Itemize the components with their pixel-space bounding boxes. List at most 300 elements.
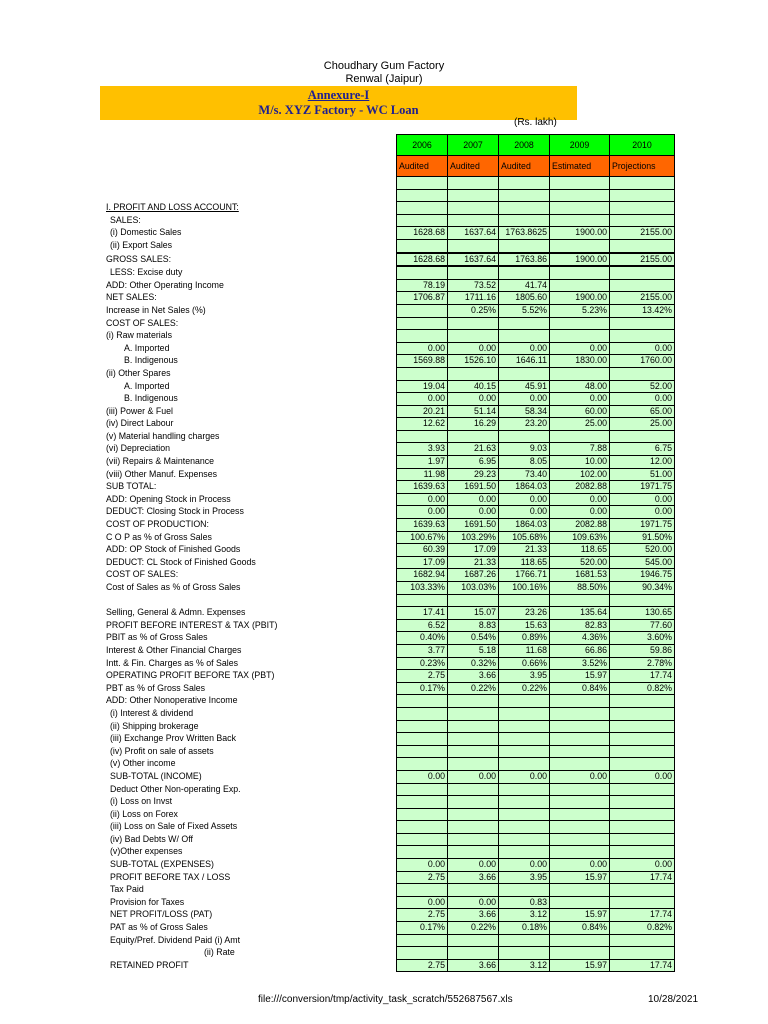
value-cell: 58.34 — [499, 405, 550, 418]
value-cell — [550, 745, 610, 758]
value-cell — [448, 821, 499, 834]
value-cell: 0.00 — [610, 393, 675, 406]
row-label: (vii) Repairs & Maintenance — [106, 456, 215, 467]
value-cell — [397, 177, 448, 190]
value-cell: 51.14 — [448, 405, 499, 418]
year-header: 2008 — [499, 135, 550, 156]
value-cell — [397, 884, 448, 897]
value-cell — [610, 430, 675, 443]
value-cell: 0.00 — [550, 506, 610, 519]
value-cell: 3.95 — [499, 871, 550, 884]
value-cell: 0.00 — [397, 859, 448, 872]
value-cell: 17.41 — [397, 607, 448, 620]
value-cell: 25.00 — [550, 418, 610, 431]
table-row — [104, 947, 675, 960]
value-cell: 3.66 — [448, 959, 499, 972]
value-cell: 1691.50 — [448, 519, 499, 532]
value-cell: 0.00 — [499, 770, 550, 783]
value-cell: 0.00 — [448, 493, 499, 506]
table-row — [104, 506, 675, 519]
value-cell — [550, 821, 610, 834]
value-cell — [610, 202, 675, 215]
table-row — [104, 266, 675, 279]
value-cell: 2155.00 — [610, 253, 675, 267]
value-cell: 0.22% — [448, 682, 499, 695]
value-cell: 0.00 — [550, 859, 610, 872]
value-cell — [499, 177, 550, 190]
value-cell — [610, 266, 675, 279]
row-label: (vi) Depreciation — [106, 443, 171, 454]
value-cell — [550, 947, 610, 960]
print-date: 10/28/2021 — [648, 994, 699, 1005]
value-cell: 0.84% — [550, 922, 610, 935]
value-cell: 0.00 — [550, 342, 610, 355]
value-cell — [397, 304, 448, 317]
table-row — [104, 657, 675, 670]
value-cell: 1637.64 — [448, 253, 499, 267]
value-cell — [397, 833, 448, 846]
value-cell: 7.88 — [550, 443, 610, 456]
value-cell: 1900.00 — [550, 227, 610, 240]
value-cell — [610, 239, 675, 252]
value-cell — [550, 720, 610, 733]
value-cell: 0.00 — [448, 342, 499, 355]
value-cell: 23.26 — [499, 607, 550, 620]
value-cell: 1637.64 — [448, 227, 499, 240]
value-cell: 1763.86 — [499, 253, 550, 267]
value-cell — [448, 758, 499, 771]
value-cell: 0.00 — [448, 393, 499, 406]
table-row — [104, 909, 675, 922]
table-row — [104, 227, 675, 240]
file-path: file:///conversion/tmp/activity_task_scratch/552687567.xls — [258, 994, 513, 1005]
value-cell — [397, 239, 448, 252]
status-header: Projections — [610, 156, 675, 177]
value-cell — [448, 720, 499, 733]
value-cell — [499, 720, 550, 733]
row-label: ADD: OP Stock of Finished Goods — [106, 544, 241, 555]
value-cell: 2082.88 — [550, 519, 610, 532]
value-cell — [397, 796, 448, 809]
value-cell: 1706.87 — [397, 292, 448, 305]
value-cell — [499, 317, 550, 330]
value-cell — [610, 846, 675, 859]
value-cell — [448, 214, 499, 227]
value-cell — [397, 594, 448, 607]
row-label: B. Indigenous — [124, 393, 178, 404]
table-row — [104, 342, 675, 355]
table-row — [104, 531, 675, 544]
table-row — [104, 619, 675, 632]
value-cell: 2.75 — [397, 959, 448, 972]
value-cell — [610, 884, 675, 897]
value-cell — [550, 266, 610, 279]
value-cell: 118.65 — [499, 556, 550, 569]
value-cell: 59.86 — [610, 644, 675, 657]
table-row — [104, 355, 675, 368]
value-cell — [610, 733, 675, 746]
table-row — [104, 871, 675, 884]
table-row — [104, 304, 675, 317]
status-header: Estimated — [550, 156, 610, 177]
value-cell — [499, 202, 550, 215]
row-label: GROSS SALES: — [106, 253, 172, 264]
value-cell — [610, 214, 675, 227]
value-cell — [499, 214, 550, 227]
value-cell: 82.83 — [550, 619, 610, 632]
value-cell — [448, 695, 499, 708]
value-cell — [610, 783, 675, 796]
row-label: (iv) Bad Debts W/ Off — [110, 833, 193, 844]
table-row — [104, 239, 675, 252]
year-header: 2010 — [610, 135, 675, 156]
value-cell: 5.23% — [550, 304, 610, 317]
value-cell — [448, 177, 499, 190]
value-cell: 11.98 — [397, 468, 448, 481]
value-cell: 0.00 — [448, 506, 499, 519]
value-cell — [499, 189, 550, 202]
table-row — [104, 317, 675, 330]
value-cell: 3.93 — [397, 443, 448, 456]
value-cell — [550, 214, 610, 227]
value-cell — [397, 783, 448, 796]
value-cell — [499, 884, 550, 897]
value-cell: 1766.71 — [499, 569, 550, 582]
table-row — [104, 859, 675, 872]
value-cell — [550, 796, 610, 809]
value-cell: 3.60% — [610, 632, 675, 645]
value-cell — [499, 733, 550, 746]
value-cell — [550, 695, 610, 708]
row-label: DEDUCT: Closing Stock in Process — [106, 506, 244, 517]
value-cell — [610, 317, 675, 330]
value-cell — [610, 808, 675, 821]
value-cell — [499, 947, 550, 960]
status-header: Audited — [397, 156, 448, 177]
value-cell: 0.89% — [499, 632, 550, 645]
value-cell: 52.00 — [610, 380, 675, 393]
row-label: (iii) Exchange Prov Written Back — [110, 733, 236, 744]
value-cell — [499, 833, 550, 846]
value-cell — [448, 189, 499, 202]
row-label: (iii) Power & Fuel — [106, 405, 173, 416]
value-cell: 1971.75 — [610, 519, 675, 532]
value-cell: 0.17% — [397, 922, 448, 935]
value-cell: 0.00 — [610, 342, 675, 355]
value-cell: 6.75 — [610, 443, 675, 456]
value-cell — [448, 594, 499, 607]
table-row — [104, 481, 675, 494]
row-label: Deduct Other Non-operating Exp. — [110, 783, 241, 794]
value-cell: 1681.53 — [550, 569, 610, 582]
value-cell: 3.77 — [397, 644, 448, 657]
row-label: Selling, General & Admn. Expenses — [106, 607, 246, 618]
value-cell: 0.00 — [397, 506, 448, 519]
value-cell: 1639.63 — [397, 519, 448, 532]
value-cell — [550, 833, 610, 846]
value-cell: 0.00 — [397, 342, 448, 355]
row-label: C O P as % of Gross Sales — [106, 531, 212, 542]
value-cell: 40.15 — [448, 380, 499, 393]
row-label: Intt. & Fin. Charges as % of Sales — [106, 657, 239, 668]
value-cell: 1971.75 — [610, 481, 675, 494]
value-cell — [448, 330, 499, 343]
value-cell: 0.54% — [448, 632, 499, 645]
value-cell: 2155.00 — [610, 292, 675, 305]
table-row — [104, 202, 675, 215]
annexure-title: Annexure-I — [307, 88, 370, 102]
value-cell — [610, 758, 675, 771]
row-label: ADD: Opening Stock in Process — [106, 493, 231, 504]
value-cell — [610, 796, 675, 809]
table-row — [104, 594, 675, 607]
value-cell — [550, 189, 610, 202]
value-cell: 0.23% — [397, 657, 448, 670]
row-label: NET PROFIT/LOSS (PAT) — [110, 909, 213, 920]
value-cell: 520.00 — [550, 556, 610, 569]
value-cell: 0.00 — [499, 493, 550, 506]
value-cell — [610, 189, 675, 202]
table-row — [104, 922, 675, 935]
value-cell — [448, 884, 499, 897]
value-cell: 1711.16 — [448, 292, 499, 305]
row-label: B. Indigenous — [124, 355, 178, 366]
table-row — [104, 745, 675, 758]
value-cell — [550, 808, 610, 821]
value-cell — [550, 783, 610, 796]
value-cell: 0.00 — [448, 859, 499, 872]
value-cell: 520.00 — [610, 544, 675, 557]
value-cell — [550, 758, 610, 771]
value-cell: 3.52% — [550, 657, 610, 670]
value-cell — [448, 430, 499, 443]
value-cell: 1760.00 — [610, 355, 675, 368]
value-cell: 5.52% — [499, 304, 550, 317]
value-cell: 0.00 — [499, 342, 550, 355]
value-cell: 1628.68 — [397, 253, 448, 267]
value-cell: 109.63% — [550, 531, 610, 544]
value-cell — [448, 202, 499, 215]
value-cell — [397, 430, 448, 443]
value-cell — [610, 833, 675, 846]
table-row — [104, 443, 675, 456]
row-label: (i) Domestic Sales — [110, 227, 182, 238]
table-row — [104, 493, 675, 506]
value-cell: 0.22% — [499, 682, 550, 695]
value-cell: 60.39 — [397, 544, 448, 557]
row-label: (iv) Profit on sale of assets — [110, 745, 214, 756]
value-cell — [499, 239, 550, 252]
value-cell: 2.75 — [397, 909, 448, 922]
value-cell — [499, 934, 550, 947]
table-row — [104, 770, 675, 783]
table-row — [104, 884, 675, 897]
value-cell: 12.62 — [397, 418, 448, 431]
value-cell: 2.78% — [610, 657, 675, 670]
row-label: (ii) Rate — [204, 947, 235, 958]
table-row — [104, 808, 675, 821]
row-label: I. PROFIT AND LOSS ACCOUNT: — [106, 202, 239, 213]
row-label: NET SALES: — [106, 292, 157, 303]
row-label: (i) Loss on Invst — [110, 796, 173, 807]
value-cell — [550, 896, 610, 909]
value-cell: 73.40 — [499, 468, 550, 481]
value-cell — [397, 947, 448, 960]
value-cell — [550, 202, 610, 215]
header-spacer — [104, 156, 397, 177]
value-cell: 3.66 — [448, 871, 499, 884]
table-row — [104, 214, 675, 227]
value-cell — [499, 758, 550, 771]
value-cell: 1946.75 — [610, 569, 675, 582]
value-cell — [499, 695, 550, 708]
annexure-banner — [100, 86, 577, 120]
company-name: Choudhary Gum Factory — [323, 60, 445, 72]
value-cell — [397, 189, 448, 202]
value-cell: 0.66% — [499, 657, 550, 670]
value-cell: 3.95 — [499, 670, 550, 683]
table-row — [104, 380, 675, 393]
company-location: Renwal (Jaipur) — [345, 73, 423, 85]
value-cell: 1687.26 — [448, 569, 499, 582]
value-cell — [610, 947, 675, 960]
row-label: ADD: Other Operating Income — [106, 279, 224, 290]
value-cell — [448, 317, 499, 330]
value-cell: 25.00 — [610, 418, 675, 431]
value-cell — [610, 279, 675, 292]
value-cell — [499, 821, 550, 834]
value-cell: 1691.50 — [448, 481, 499, 494]
value-cell: 21.63 — [448, 443, 499, 456]
row-label: (viii) Other Manuf. Expenses — [106, 468, 217, 479]
value-cell: 2.75 — [397, 871, 448, 884]
value-cell — [610, 330, 675, 343]
value-cell: 6.52 — [397, 619, 448, 632]
value-cell — [499, 367, 550, 380]
value-cell — [448, 266, 499, 279]
value-cell: 3.12 — [499, 959, 550, 972]
value-cell: 0.00 — [397, 896, 448, 909]
value-cell: 1864.03 — [499, 481, 550, 494]
value-cell: 545.00 — [610, 556, 675, 569]
value-cell: 0.00 — [610, 506, 675, 519]
value-cell: 29.23 — [448, 468, 499, 481]
value-cell — [610, 745, 675, 758]
value-cell: 1864.03 — [499, 519, 550, 532]
row-label: COST OF PRODUCTION: — [106, 519, 209, 530]
row-label — [104, 177, 397, 190]
value-cell — [550, 330, 610, 343]
value-cell: 9.03 — [499, 443, 550, 456]
value-cell: 100.16% — [499, 582, 550, 595]
table-row — [104, 279, 675, 292]
value-cell: 0.00 — [550, 770, 610, 783]
row-label: SALES: — [110, 214, 141, 225]
table-row — [104, 833, 675, 846]
value-cell — [397, 733, 448, 746]
value-cell — [499, 796, 550, 809]
value-cell: 3.66 — [448, 909, 499, 922]
value-cell — [448, 808, 499, 821]
value-cell: 0.00 — [610, 493, 675, 506]
row-label: Increase in Net Sales (%) — [106, 304, 206, 315]
value-cell: 1646.11 — [499, 355, 550, 368]
value-cell — [550, 430, 610, 443]
value-cell: 17.09 — [448, 544, 499, 557]
value-cell — [610, 594, 675, 607]
row-label: PBIT as % of Gross Sales — [106, 632, 208, 643]
table-row — [104, 934, 675, 947]
value-cell: 15.97 — [550, 871, 610, 884]
table-row — [104, 783, 675, 796]
value-cell — [550, 177, 610, 190]
value-cell: 0.00 — [610, 859, 675, 872]
value-cell: 20.21 — [397, 405, 448, 418]
value-cell: 21.33 — [448, 556, 499, 569]
value-cell: 0.00 — [550, 393, 610, 406]
value-cell: 0.00 — [397, 770, 448, 783]
value-cell: 15.07 — [448, 607, 499, 620]
value-cell: 10.00 — [550, 456, 610, 469]
value-cell — [550, 733, 610, 746]
value-cell — [397, 330, 448, 343]
value-cell: 17.74 — [610, 871, 675, 884]
value-cell: 103.03% — [448, 582, 499, 595]
value-cell — [448, 733, 499, 746]
value-cell: 0.00 — [499, 859, 550, 872]
value-cell: 0.40% — [397, 632, 448, 645]
value-cell — [448, 367, 499, 380]
value-cell: 0.00 — [610, 770, 675, 783]
value-cell — [610, 720, 675, 733]
value-cell: 17.74 — [610, 959, 675, 972]
value-cell: 73.52 — [448, 279, 499, 292]
row-label: Interest & Other Financial Charges — [106, 644, 242, 655]
status-header: Audited — [448, 156, 499, 177]
table-row — [104, 959, 675, 972]
value-cell: 65.00 — [610, 405, 675, 418]
value-cell — [550, 317, 610, 330]
row-label: Equity/Pref. Dividend Paid (i) Amt — [110, 934, 241, 945]
row-label: (v)Other expenses — [110, 846, 183, 857]
row-label: PBT as % of Gross Sales — [106, 682, 206, 693]
value-cell: 23.20 — [499, 418, 550, 431]
table-row — [104, 189, 675, 202]
row-label: Tax Paid — [110, 884, 144, 895]
value-cell — [550, 884, 610, 897]
value-cell: 100.67% — [397, 531, 448, 544]
value-cell: 0.00 — [448, 896, 499, 909]
table-row — [104, 644, 675, 657]
value-cell — [397, 720, 448, 733]
table-row — [104, 177, 675, 190]
value-cell: 1569.88 — [397, 355, 448, 368]
value-cell — [448, 783, 499, 796]
value-cell — [448, 947, 499, 960]
value-cell — [499, 808, 550, 821]
status-header: Audited — [499, 156, 550, 177]
value-cell — [610, 896, 675, 909]
row-label: LESS: Excise duty — [110, 266, 183, 277]
row-label: (v) Other income — [110, 758, 176, 769]
value-cell: 17.74 — [610, 909, 675, 922]
row-label: COST OF SALES: — [106, 569, 179, 580]
value-cell — [499, 745, 550, 758]
table-row — [104, 733, 675, 746]
value-cell — [397, 202, 448, 215]
row-label: (v) Material handling charges — [106, 430, 220, 441]
row-label: (ii) Loss on Forex — [110, 808, 178, 819]
